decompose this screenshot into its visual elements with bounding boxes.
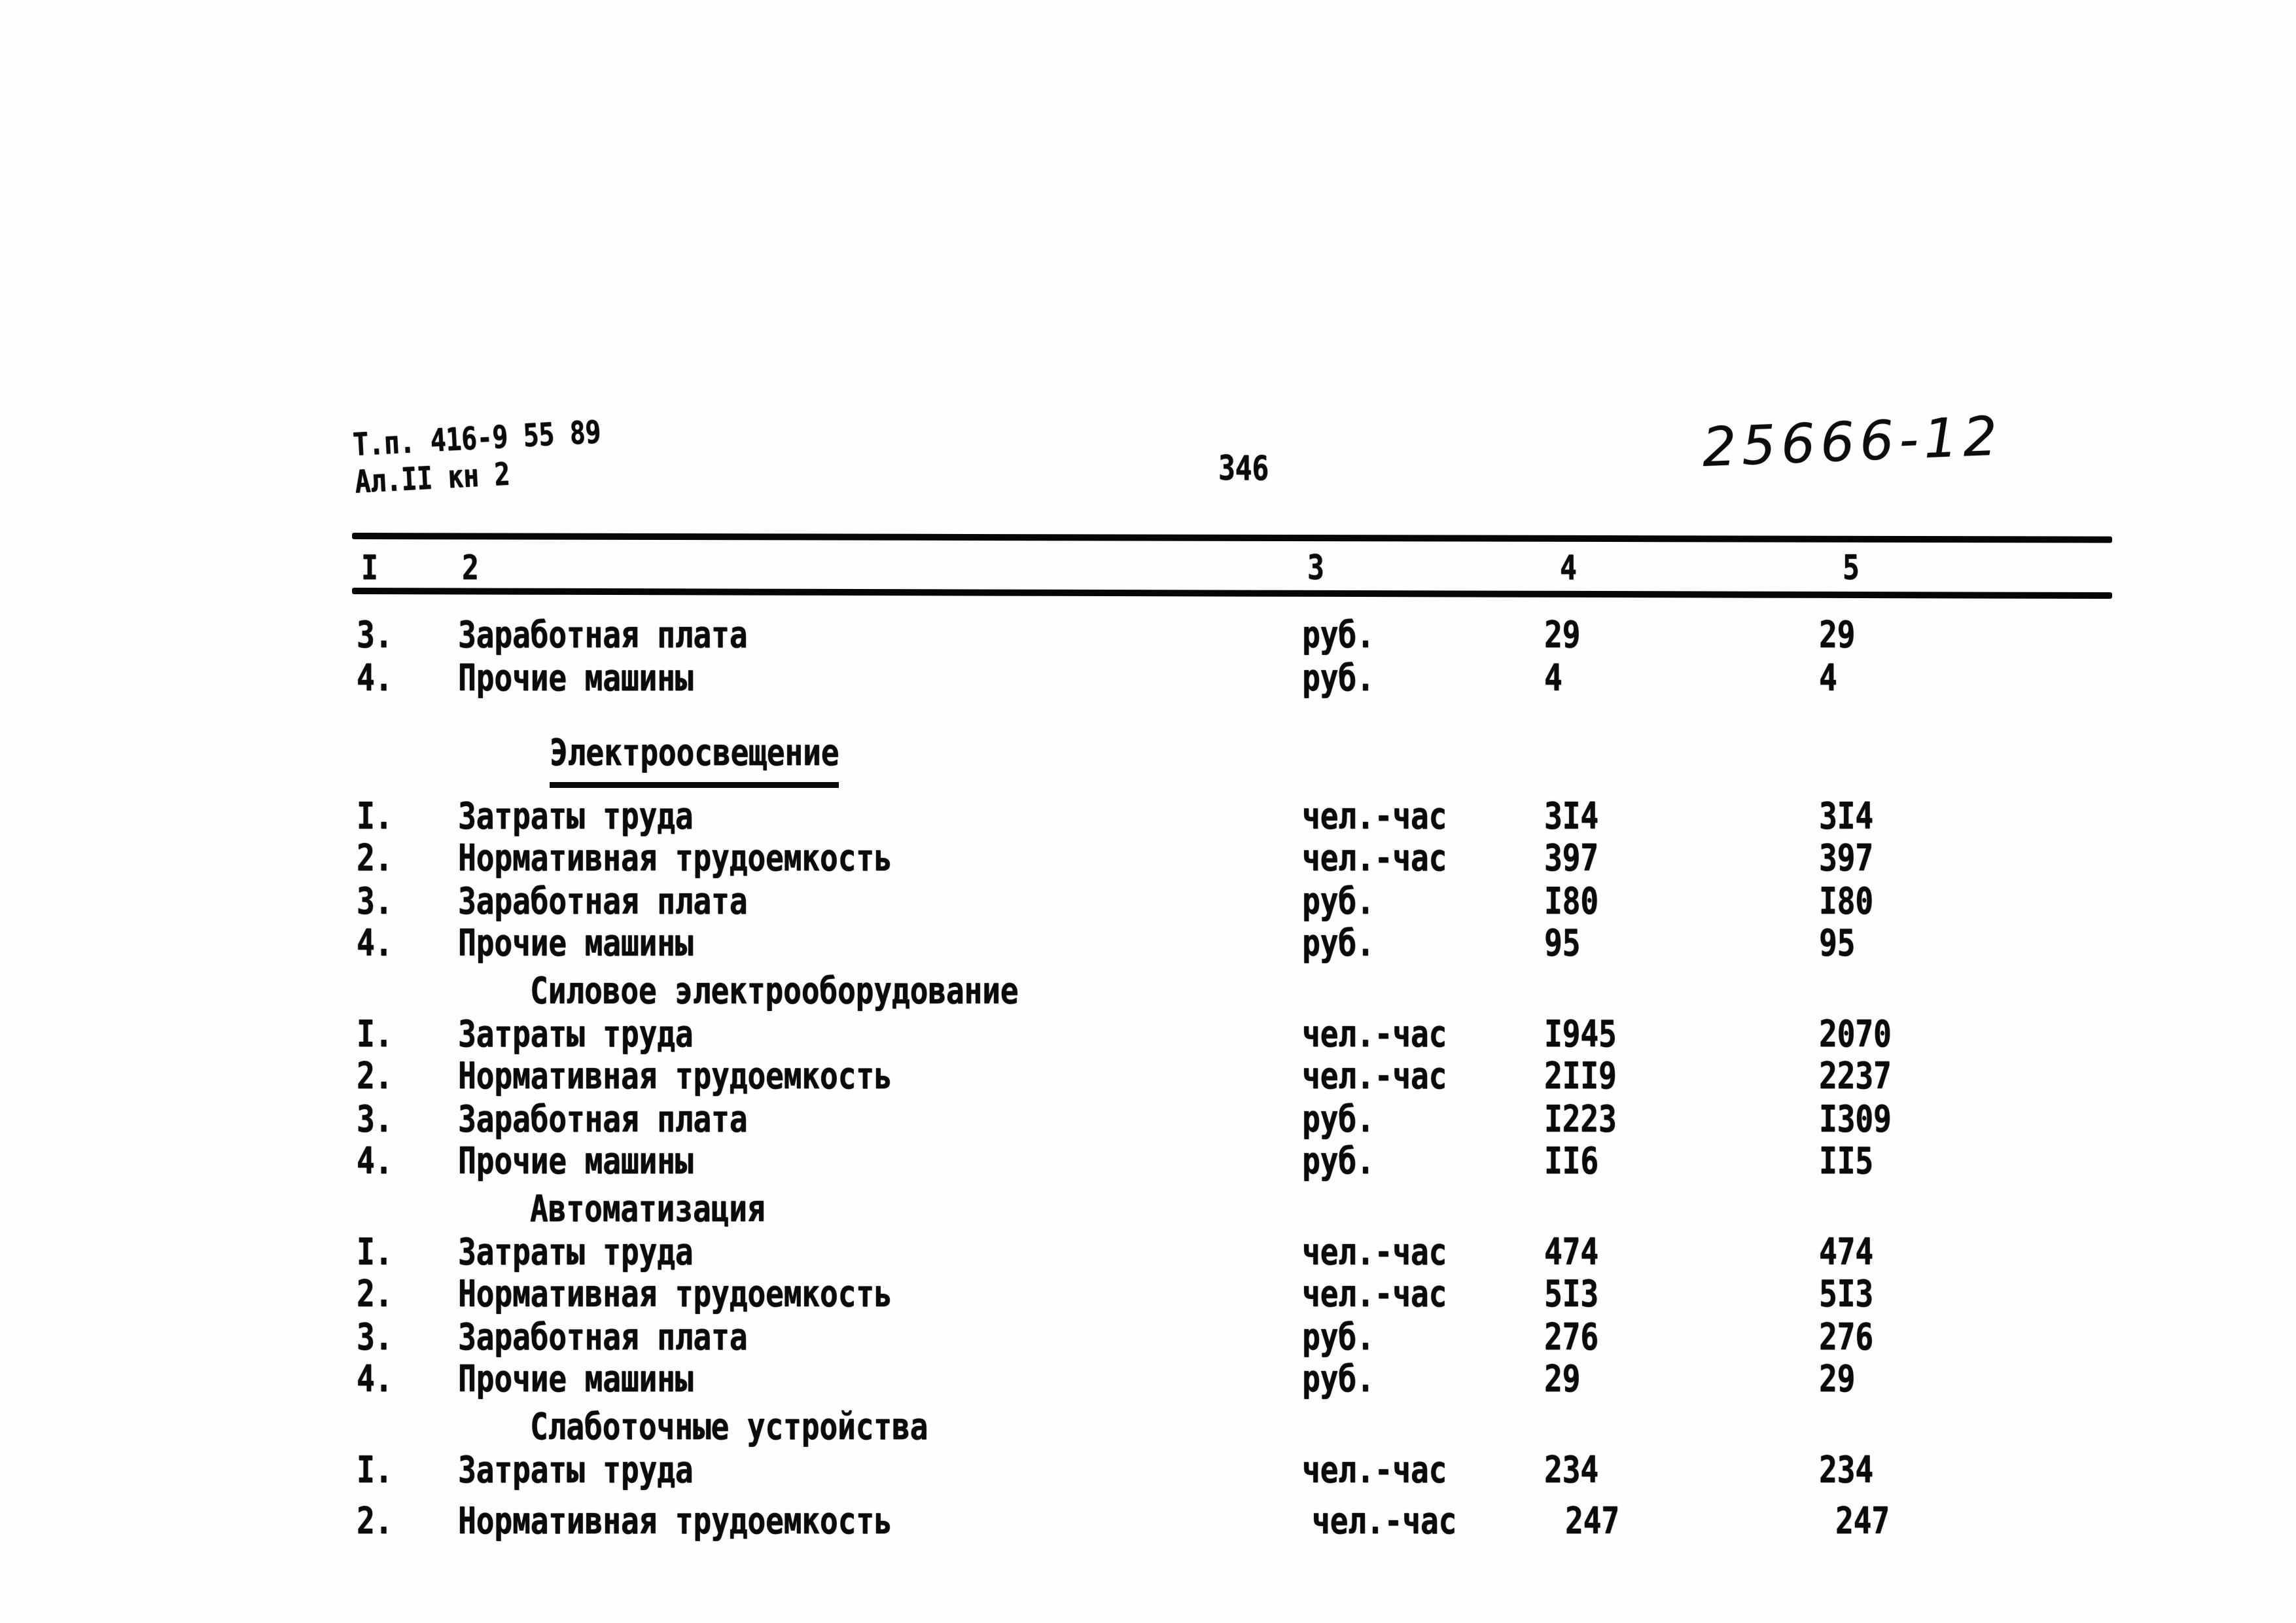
row-number: 3.	[357, 1316, 393, 1359]
row-value-col4: 2II9	[1544, 1055, 1617, 1097]
row-unit: чел.-час	[1302, 1449, 1447, 1491]
table-row	[0, 1315, 2296, 1358]
row-value-col4: 234	[1544, 1449, 1598, 1491]
row-value-col5: 2237	[1819, 1055, 1892, 1097]
table-row	[0, 837, 2296, 880]
row-value-col4: 29	[1544, 614, 1581, 656]
row-unit: руб.	[1302, 657, 1375, 700]
doc-reference-line2: Ал.II кн 2	[353, 455, 511, 501]
table-column-headers	[0, 548, 2296, 592]
page-number: 346	[1218, 449, 1269, 488]
row-value-col5: I309	[1819, 1098, 1892, 1141]
doc-reference	[352, 411, 658, 501]
table-top-rule	[352, 533, 2112, 543]
row-label: Затраты труда	[458, 1449, 694, 1491]
table-row	[0, 1500, 2296, 1543]
table-row	[0, 1140, 2296, 1183]
row-value-col4: 3I4	[1544, 795, 1598, 838]
column-header-2: 2	[462, 548, 479, 588]
table-row	[0, 1012, 2296, 1055]
row-value-col5: 247	[1835, 1500, 1890, 1543]
table-row	[0, 880, 2296, 922]
row-value-col5: 4	[1819, 657, 1837, 700]
row-label: Затраты труда	[458, 1013, 694, 1056]
table-row	[0, 1055, 2296, 1097]
row-unit: руб.	[1302, 880, 1375, 923]
table-row	[0, 1358, 2296, 1400]
row-unit: руб.	[1302, 614, 1375, 656]
row-number: 4.	[357, 922, 393, 965]
row-label: Заработная плата	[458, 1316, 748, 1359]
table-body	[0, 614, 2296, 1543]
table-row	[0, 656, 2296, 699]
row-value-col4: 397	[1544, 837, 1598, 880]
row-value-col4: 4	[1544, 657, 1563, 700]
row-value-col4: 5I3	[1544, 1273, 1598, 1315]
row-value-col5: 95	[1819, 922, 1856, 965]
row-label: Прочие машины	[458, 922, 694, 965]
table-section	[0, 732, 2296, 965]
row-number: 3.	[357, 614, 393, 656]
row-number: 3.	[357, 1098, 393, 1141]
table-row	[0, 1273, 2296, 1315]
row-unit: чел.-час	[1312, 1500, 1457, 1543]
row-value-col5: 29	[1819, 1358, 1856, 1400]
row-value-col5: 397	[1819, 837, 1873, 880]
row-label: Нормативная трудоемкость	[458, 1273, 892, 1315]
row-value-col5: 3I4	[1819, 795, 1873, 838]
column-header-1: I	[361, 548, 378, 588]
row-value-col5: II5	[1819, 1140, 1873, 1183]
table-row	[0, 1448, 2296, 1491]
row-number: 2.	[357, 1500, 393, 1543]
row-number: I.	[357, 1231, 393, 1274]
row-label: Прочие машины	[458, 657, 694, 700]
row-unit: руб.	[1302, 1358, 1375, 1400]
row-value-col4: I945	[1544, 1013, 1617, 1056]
row-number: 4.	[357, 1358, 393, 1400]
row-label: Затраты труда	[458, 1231, 694, 1274]
row-unit: чел.-час	[1302, 795, 1447, 838]
table-section	[0, 1406, 2296, 1543]
row-number: I.	[357, 1013, 393, 1056]
row-number: 4.	[357, 657, 393, 700]
row-unit: руб.	[1302, 922, 1375, 965]
table-row	[0, 614, 2296, 656]
row-value-col5: 29	[1819, 614, 1856, 656]
section-heading: Слаботочные устройства	[530, 1406, 928, 1448]
row-value-col4: 474	[1544, 1231, 1598, 1274]
table-row	[0, 1230, 2296, 1273]
section-heading-line	[530, 970, 2296, 1012]
row-label: Заработная плата	[458, 1098, 748, 1141]
row-unit: руб.	[1302, 1140, 1375, 1183]
section-heading-line	[530, 1188, 2296, 1230]
row-label: Прочие машины	[458, 1358, 694, 1400]
row-unit: руб.	[1302, 1098, 1375, 1141]
table-row	[0, 922, 2296, 965]
section-heading: Силовое электрооборудование	[530, 970, 1019, 1012]
row-unit: чел.-час	[1302, 1273, 1447, 1315]
table-row	[0, 794, 2296, 837]
table-section	[0, 1188, 2296, 1400]
row-label: Нормативная трудоемкость	[458, 1500, 892, 1543]
row-value-col4: 95	[1544, 922, 1581, 965]
row-label: Заработная плата	[458, 614, 748, 656]
row-value-col4: 29	[1544, 1358, 1581, 1400]
row-value-col5: 2070	[1819, 1013, 1892, 1056]
row-value-col4: II6	[1544, 1140, 1598, 1183]
row-number: I.	[357, 1449, 393, 1491]
column-header-4: 4	[1560, 548, 1577, 588]
row-value-col5: 234	[1819, 1449, 1873, 1491]
row-value-col5: 5I3	[1819, 1273, 1873, 1315]
row-label: Заработная плата	[458, 880, 748, 923]
row-value-col5: I80	[1819, 880, 1873, 923]
row-unit: руб.	[1302, 1316, 1375, 1359]
row-unit: чел.-час	[1302, 1055, 1447, 1097]
row-unit: чел.-час	[1302, 1013, 1447, 1056]
row-number: 2.	[357, 1055, 393, 1097]
section-heading-line	[530, 1406, 2296, 1448]
row-number: I.	[357, 795, 393, 838]
row-value-col4: 247	[1565, 1500, 1619, 1543]
doc-reference-line1: Т.п. 416-9 55 89	[352, 414, 602, 463]
section-heading: Автоматизация	[530, 1188, 766, 1230]
column-header-3: 3	[1307, 548, 1324, 588]
table-section	[0, 970, 2296, 1183]
column-header-5: 5	[1843, 548, 1860, 588]
row-value-col5: 474	[1819, 1231, 1873, 1274]
row-number: 4.	[357, 1140, 393, 1183]
row-number: 2.	[357, 837, 393, 880]
row-value-col4: I80	[1544, 880, 1598, 923]
row-unit: чел.-час	[1302, 837, 1447, 880]
section-heading: Электроосвещение	[550, 732, 839, 788]
row-label: Прочие машины	[458, 1140, 694, 1183]
table-row	[0, 1097, 2296, 1140]
row-number: 2.	[357, 1273, 393, 1315]
row-label: Затраты труда	[458, 795, 694, 838]
row-value-col4: I223	[1544, 1098, 1617, 1141]
row-value-col5: 276	[1819, 1316, 1873, 1359]
row-label: Нормативная трудоемкость	[458, 837, 892, 880]
row-value-col4: 276	[1544, 1316, 1598, 1359]
row-unit: чел.-час	[1302, 1231, 1447, 1274]
row-label: Нормативная трудоемкость	[458, 1055, 892, 1097]
handwritten-number: 25666-12	[1701, 405, 2004, 479]
row-number: 3.	[357, 880, 393, 923]
table-section	[0, 614, 2296, 699]
section-heading-line	[530, 732, 2296, 788]
